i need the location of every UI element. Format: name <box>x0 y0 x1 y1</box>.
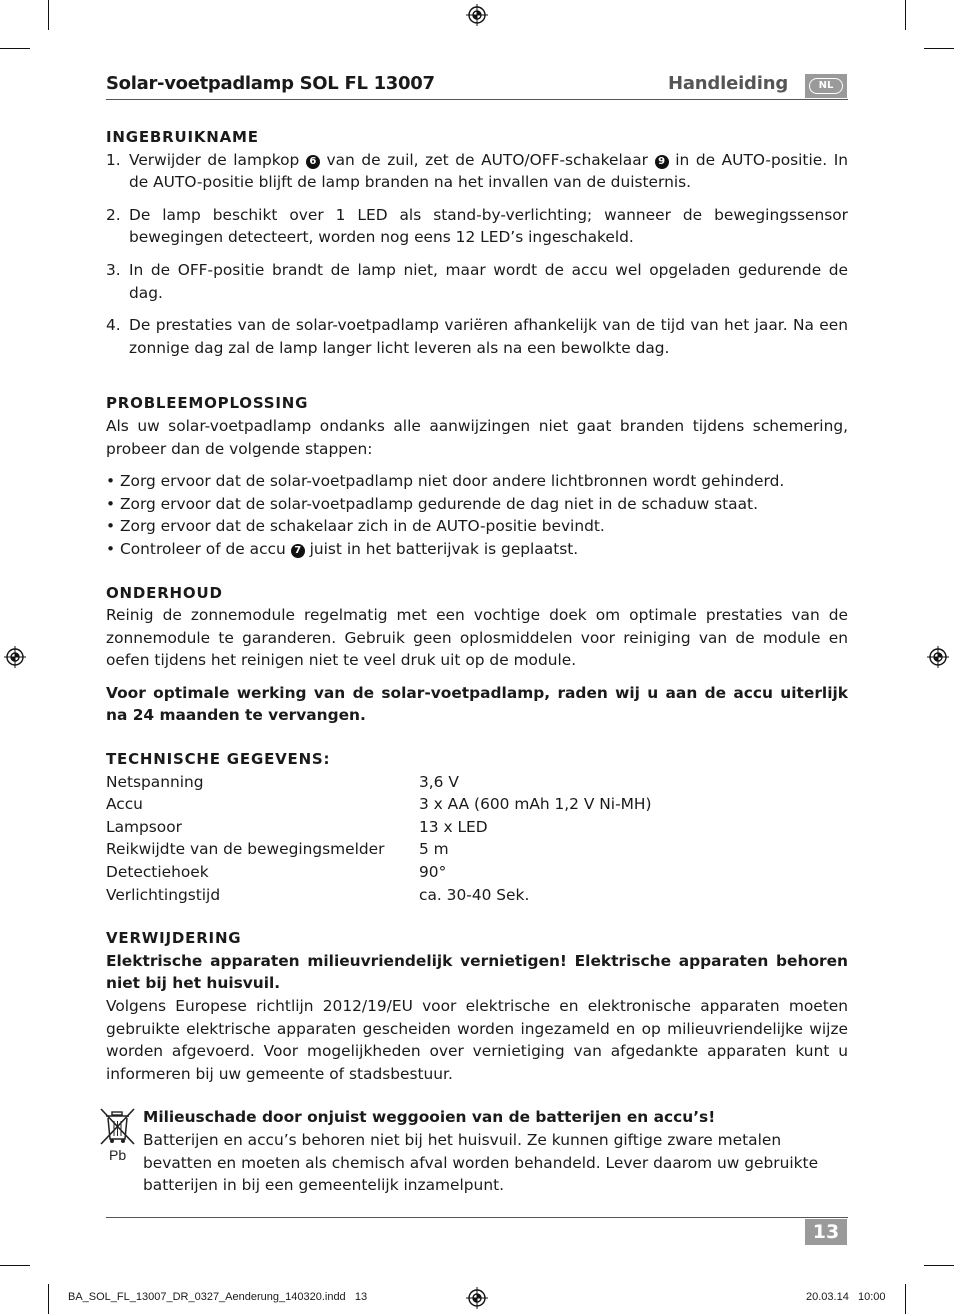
page-number: 13 <box>805 1219 847 1245</box>
crop-mark <box>0 48 30 49</box>
part-number-7-icon: 7 <box>291 544 305 558</box>
disposal-warning: Elektrische apparaten milieuvriendelijk vernietigen! Elektrische apparaten behoren niet bij het huisvuil. <box>106 951 848 993</box>
registration-mark-icon <box>466 4 488 26</box>
main-content <box>106 126 848 1197</box>
pb-label: Pb <box>109 1147 127 1164</box>
list-item: 2. De lamp beschikt over 1 LED als stand-by-verlichting; wanneer de bewegingssensor bewegingen detecteert, worden nog eens 12 LED’s ingeschakeld. <box>106 205 848 247</box>
registration-mark-icon <box>466 1287 488 1309</box>
table-row: Verlichtingstijd ca. 30-40 Sek. <box>106 885 530 904</box>
table-row: Reikwijdte van de bewegingsmelder 5 m <box>106 840 449 859</box>
crop-mark <box>924 1265 954 1266</box>
troubleshooting-intro: Als uw solar-voetpadlamp ondanks alle aanwijzingen niet gaat branden tijdens schemering, probeer dan de volgende stappen: <box>106 416 848 458</box>
section-label: Handleiding <box>668 73 789 94</box>
battery-text: Batterijen en accu’s behoren niet bij het huisvuil. Ze kunnen giftige zware metalen bevatten en moeten als chemisch afval worden behandeld. Lever daarom uw gebruikte batterijen in bij een gemeentelijk inzamelpunt. <box>143 1130 819 1195</box>
page-title: Solar-voetpadlamp SOL FL 13007 <box>106 73 435 94</box>
table-row: Detectiehoek 90° <box>106 863 447 882</box>
crop-mark <box>0 1265 30 1266</box>
crop-mark <box>48 1284 49 1314</box>
heading-probleemoplossing: PROBLEEMOPLOSSING <box>106 394 309 413</box>
crop-mark <box>905 0 906 30</box>
disposal-text: Volgens Europese richtlijn 2012/19/EU voor elektrische en elektronische apparaten moeten gebruikte elektrische apparaten gescheiden worden ingezameld en op milieuvriendelijke wijze worden afgevoerd. Voor mogelijkheden over vernietiging van afgedankte apparaten kunt u informeren bij uw gemeente of stadsbestuur. <box>106 997 848 1083</box>
battery-disposal-block <box>106 1106 848 1196</box>
table-row: Lampsoor 13 x LED <box>106 817 488 836</box>
specs-table <box>106 771 848 907</box>
list-item: 1. Verwijder de lampkop 6 van de zuil, zet de AUTO/OFF-schakelaar 9 in de AUTO-positie. In de AUTO-positie blijft de lamp branden na het invallen van de duisternis. <box>106 150 848 192</box>
footer-filename: BA_SOL_FL_13007_DR_0327_Aenderung_140320.indd 13 <box>68 1291 368 1303</box>
heading-verwijdering: VERWIJDERING <box>106 929 242 948</box>
list-item: 3. In de OFF-positie brandt de lamp niet, maar wordt de accu wel opgeladen gedurende de dag. <box>106 260 848 302</box>
table-row: Netspanning 3,6 V <box>106 772 459 791</box>
setup-steps <box>106 149 848 360</box>
heading-ingebruikname: INGEBRUIKNAME <box>106 128 259 146</box>
battery-replacement-note: Voor optimale werking van de solar-voetpadlamp, raden wij u aan de accu uiterlijk na 24 maanden te vervangen. <box>106 683 848 725</box>
maintenance-text: Reinig de zonnemodule regelmatig met een vochtige doek om optimale prestaties van de zonnemodule te garanderen. Gebruik geen oplosmiddelen voor reiniging van de module en oefen tijdens het reinigen niet te veel druk uit op de module. <box>106 606 848 670</box>
registration-mark-icon <box>4 646 26 668</box>
battery-warning: Milieuschade door onjuist weggooien van de batterijen en accu’s! <box>143 1108 716 1127</box>
crop-mark <box>48 0 49 30</box>
part-number-9-icon: 9 <box>655 155 669 169</box>
heading-onderhoud: ONDERHOUD <box>106 583 223 602</box>
list-item: • Zorg ervoor dat de solar-voetpadlamp niet door andere lichtbronnen wordt gehinderd. <box>106 472 785 491</box>
crop-mark <box>924 48 954 49</box>
footer-rule <box>106 1217 848 1218</box>
list-item: • Zorg ervoor dat de schakelaar zich in de AUTO-positie bevindt. <box>106 517 605 536</box>
list-item: • Zorg ervoor dat de solar-voetpadlamp gedurende de dag niet in de schaduw staat. <box>106 494 758 513</box>
footer-date: 20.03.14 10:00 <box>806 1291 886 1303</box>
registration-mark-icon <box>927 646 949 668</box>
table-row: Accu 3 x AA (600 mAh 1,2 V Ni-MH) <box>106 795 652 814</box>
troubleshooting-list <box>106 470 848 560</box>
language-badge-label: NL <box>809 78 843 94</box>
language-badge <box>805 74 847 98</box>
header-rule <box>106 99 848 100</box>
list-item: 4. De prestaties van de solar-voetpadlamp variëren afhankelijk van de tijd van het jaar. Na een zonnige dag zal de lamp langer licht leveren als na een bewolkte dag. <box>106 316 848 357</box>
part-number-6-icon: 6 <box>306 155 320 169</box>
crop-mark <box>905 1284 906 1314</box>
heading-technische-gegevens: TECHNISCHE GEGEVENS: <box>106 750 331 769</box>
list-item: • Controleer of de accu 7 juist in het batterijvak is geplaatst. <box>106 539 579 558</box>
crossed-bin-icon <box>98 1106 138 1166</box>
